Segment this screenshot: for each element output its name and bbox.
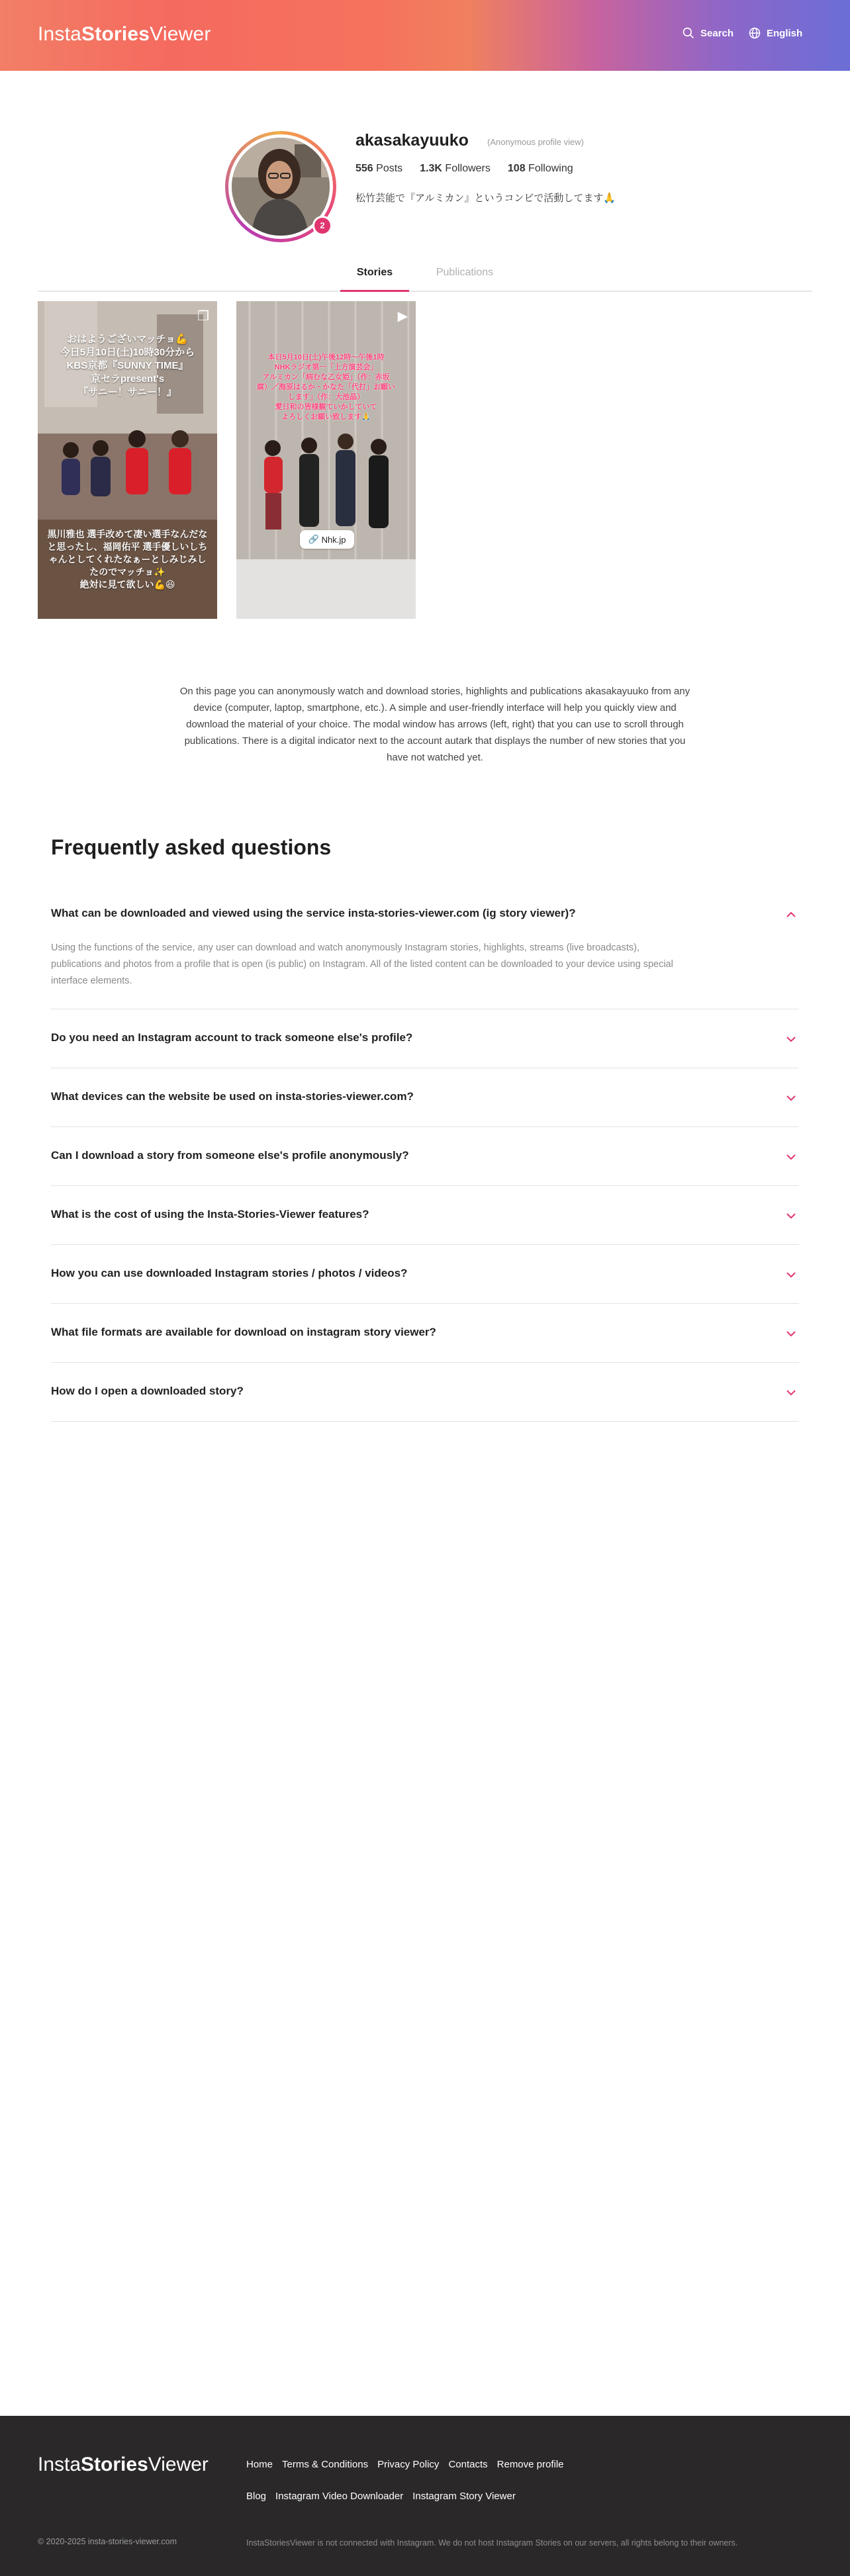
page-description: On this page you can anonymously watch and download stories, highlights and publications akasakayuuko from any device (computer, laptop, smartphone, etc.). A simple and user-friendly interface will help you quickly view and download the material of your choice. The modal window has arrows (left, right) that you can use to scroll through publications. There is a digital indicator next to the account autark that displays the number of new stories that you have not watched yet. [179,686,690,763]
footer-link-remove-profile[interactable]: Remove profile [496,2459,564,2470]
chevron-up-icon[interactable] [784,908,798,921]
faq-answer: Using the functions of the service, any user can download and watch anonymously Instagram stories, highlights, streams (live broadcasts), publications and photos from a profile that is open (is public) on Instagram. All of the listed content can be downloaded to your device using special interface elements. [51,943,673,986]
globe-icon [748,26,761,40]
chevron-down-icon[interactable] [784,1091,798,1105]
followers-stat: 1.3K Followers [420,163,491,174]
faq-question[interactable]: Can I download a story from someone else's profile anonymously? [51,1149,409,1162]
chevron-down-icon[interactable] [784,1268,798,1281]
content-tabs [38,261,812,292]
search-icon [682,26,695,40]
site-logo[interactable]: InstaStoriesViewer [38,23,211,45]
footer-copyright: © 2020-2025 insta-stories-viewer.com [38,2537,177,2546]
faq-item[interactable] [51,1208,799,1245]
footer-link-blog[interactable]: Blog [246,2491,267,2502]
footer-disclaimer: InstaStoriesViewer is not connected with Instagram. We do not host Instagram Stories on our servers, all rights belong to their owners. [246,2538,738,2548]
footer-nav-primary [246,2459,564,2470]
search-button[interactable] [682,26,733,40]
faq-question[interactable]: Do you need an Instagram account to track someone else's profile? [51,1031,413,1044]
faq-question[interactable]: What file formats are available for download on instagram story viewer? [51,1326,436,1338]
faq-item[interactable] [51,1267,799,1304]
story-caption-bottom: 黒川雅也 選手改めて凄い選手なんだなと思ったし、福岡佑平 選手優しいしちゃんとしてくれたなぁーとしみじみしたのでマッチョ✨ 絶対に見て欲しい💪😆 [47,529,208,590]
faq-question[interactable]: How you can use downloaded Instagram stories / photos / videos? [51,1267,408,1279]
multi-image-icon: ❐ [197,309,209,324]
new-stories-badge: 2 [312,216,332,236]
language-label: English [767,27,803,39]
chevron-down-icon[interactable] [784,1033,798,1046]
site-header [0,0,850,71]
faq-question[interactable]: What can be downloaded and viewed using the service insta-stories-viewer.com (ig story viewer)? [51,907,576,919]
faq-item[interactable] [51,907,799,1009]
chevron-down-icon[interactable] [784,1150,798,1164]
footer-link-privacy[interactable]: Privacy Policy [377,2459,440,2470]
footer-link-home[interactable]: Home [246,2459,273,2470]
avatar[interactable] [225,131,336,242]
chevron-down-icon[interactable] [784,1327,798,1340]
faq-question[interactable]: How do I open a downloaded story? [51,1385,244,1397]
chevron-down-icon[interactable] [784,1209,798,1222]
profile-username: akasakayuuko [355,131,469,150]
search-label: Search [700,27,734,39]
link-icon: 🔗 [308,534,319,544]
footer-link-video-downloader[interactable]: Instagram Video Downloader [275,2491,404,2502]
faq-question[interactable]: What devices can the website be used on insta-stories-viewer.com? [51,1090,414,1103]
footer-nav-secondary [246,2491,516,2502]
faq-item[interactable] [51,1090,799,1127]
faq-item[interactable] [51,1149,799,1186]
chevron-down-icon[interactable] [784,1386,798,1399]
site-footer [0,2416,850,2576]
profile-bio: 松竹芸能で『アルミカン』というコンビで活動してます🙏 [355,193,616,204]
story-card[interactable] [236,301,416,619]
posts-stat: 556 Posts [355,163,403,174]
language-button[interactable] [748,26,802,40]
faq-item[interactable] [51,1326,799,1363]
footer-logo[interactable]: InstaStoriesViewer [38,2454,209,2475]
faq-item[interactable] [51,1385,799,1422]
story-caption-top: 本日5月10日(土)午後12時〜午後1時 NHKラジオ第一「上方演芸会」 アルミカン「病むな乙女姫」（作：赤坂 腐）／海原はるか・かなた「代打」お願い します」（作：大池晶） 愛日和の皆様観ていかしていて よろしくお願い致します🙏 [257,353,395,421]
footer-link-contacts[interactable]: Contacts [448,2459,488,2470]
link-sticker[interactable] [300,530,354,549]
story-card[interactable] [38,301,217,619]
story-caption-top: おはようございマッチョ💪 今日5月10日(土)10時30分から KBS京都『SUNNY TIME』 京セラpresent's 『サニー！サニー！』 [60,334,195,398]
footer-link-terms[interactable]: Terms & Conditions [282,2459,369,2470]
faq-question[interactable]: What is the cost of using the Insta-Stories-Viewer features? [51,1208,369,1220]
tab-stories[interactable]: Stories [340,267,409,279]
tab-publications[interactable]: Publications [436,267,494,278]
link-sticker-label: Nhk.jp [321,534,346,545]
play-icon: ▶ [397,309,408,324]
faq-title: Frequently asked questions [51,835,332,859]
profile-stats [355,163,573,175]
footer-link-story-viewer[interactable]: Instagram Story Viewer [412,2491,516,2502]
following-stat: 108 Following [507,163,573,174]
anonymous-view-note: (Anonymous profile view) [487,137,584,147]
faq-item[interactable] [51,1031,799,1068]
